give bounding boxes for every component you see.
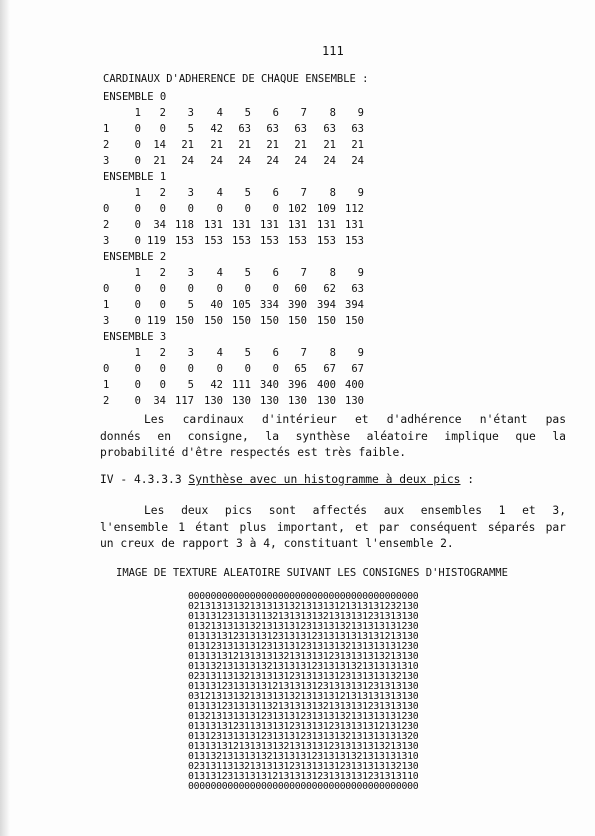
header-cell: 4 xyxy=(216,187,223,199)
table-cell: 21 xyxy=(351,139,364,151)
table-cell: 111 xyxy=(232,379,251,391)
table-cell: 0 xyxy=(134,299,141,311)
header-cell: 5 xyxy=(244,267,251,279)
texture-line: 01313123131311321313131321313131231313130 xyxy=(188,611,419,622)
table-cell: 130 xyxy=(232,395,251,407)
table-cell: 63 xyxy=(323,123,336,135)
table-cell: 0 xyxy=(216,203,223,215)
header-cell: 6 xyxy=(272,107,279,119)
set-label: ENSEMBLE 1 xyxy=(103,171,167,183)
table-cell: 400 xyxy=(317,379,336,391)
table-cell: 0 xyxy=(216,283,223,295)
texture-line: 00000000000000000000000000000000000000000 xyxy=(188,591,419,602)
table-cell: 131 xyxy=(260,219,279,231)
table-cell: 14 xyxy=(153,139,166,151)
set-label: ENSEMBLE 2 xyxy=(103,251,167,263)
texture-line: 02313113132131313123131313123131313132130 xyxy=(188,761,419,772)
table-cell: 24 xyxy=(266,155,279,167)
table-cell: 0 xyxy=(244,283,251,295)
table-cell: 102 xyxy=(288,203,307,215)
table-cell: 131 xyxy=(204,219,223,231)
table-cell: 5 xyxy=(187,379,194,391)
table-cell: 0 xyxy=(134,155,141,167)
table-cell: 396 xyxy=(288,379,307,391)
paragraph-line: Les cardinaux d'intérieur et d'adhérence n'étant pas xyxy=(144,413,566,426)
header-cell: 3 xyxy=(187,187,194,199)
table-cell: 67 xyxy=(351,363,364,375)
subsection-title: Synthèse avec un histogramme à deux pics xyxy=(188,473,461,486)
texture-line: 01313123131313121313131231313131231313110 xyxy=(188,771,419,782)
header-cell: 5 xyxy=(244,187,251,199)
table-cell: 0 xyxy=(244,363,251,375)
table-cell: 0 xyxy=(134,395,141,407)
header-cell: 5 xyxy=(244,347,251,359)
page-number: 111 xyxy=(322,44,344,58)
header-cell: 3 xyxy=(187,107,194,119)
table-cell: 0 xyxy=(159,299,166,311)
table-cell: 5 xyxy=(187,123,194,135)
row-label: 2 xyxy=(103,219,110,231)
table-cell: 0 xyxy=(272,203,279,215)
table-row xyxy=(103,121,364,137)
set-header-row xyxy=(103,265,364,281)
texture-line: 00000000000000000000000000000000000000000 xyxy=(188,781,419,792)
table-cell: 131 xyxy=(288,219,307,231)
header-cell: 2 xyxy=(159,347,166,359)
table-row xyxy=(103,233,364,249)
table-cell: 0 xyxy=(159,123,166,135)
table-cell: 0 xyxy=(134,203,141,215)
table-cell: 130 xyxy=(317,395,336,407)
subsection-suffix: : xyxy=(460,473,475,486)
table-cell: 112 xyxy=(345,203,364,215)
table-cell: 0 xyxy=(187,203,194,215)
table-row xyxy=(103,393,364,409)
paragraph-line: un creux de rapport 3 à 4, constituant l'ensemble 2. xyxy=(100,537,454,550)
row-label: 0 xyxy=(103,203,110,215)
row-label: 3 xyxy=(103,155,110,167)
table-row xyxy=(103,137,364,153)
table-cell: 34 xyxy=(153,395,166,407)
table-cell: 24 xyxy=(294,155,307,167)
header-cell: 7 xyxy=(300,187,307,199)
texture-line: 01312313131312313131231313132131313131230 xyxy=(188,641,419,652)
table-cell: 153 xyxy=(175,235,194,247)
table-cell: 150 xyxy=(175,315,194,327)
texture-line: 01313213131313213131312313131321313131310 xyxy=(188,661,419,672)
table-row xyxy=(103,281,364,297)
table-cell: 119 xyxy=(147,235,166,247)
subsection-heading xyxy=(100,473,474,486)
header-cell: 8 xyxy=(329,347,336,359)
table-cell: 118 xyxy=(175,219,194,231)
table-cell: 40 xyxy=(210,299,223,311)
table-cell: 63 xyxy=(266,123,279,135)
table-cell: 153 xyxy=(204,235,223,247)
table-cell: 0 xyxy=(187,363,194,375)
table-cell: 390 xyxy=(288,299,307,311)
texture-line: 01313131213131313213131312313131313213130 xyxy=(188,651,419,662)
table-cell: 0 xyxy=(272,363,279,375)
table-cell: 24 xyxy=(323,155,336,167)
header-cell: 6 xyxy=(272,347,279,359)
table-cell: 21 xyxy=(153,155,166,167)
table-cell: 340 xyxy=(260,379,279,391)
table-cell: 150 xyxy=(204,315,223,327)
header-cell: 8 xyxy=(329,267,336,279)
table-cell: 62 xyxy=(323,283,336,295)
texture-line: 03121313132131313132131313121313131313130 xyxy=(188,691,419,702)
table-cell: 394 xyxy=(345,299,364,311)
table-cell: 150 xyxy=(232,315,251,327)
set-label: ENSEMBLE 3 xyxy=(103,331,167,343)
texture-line: 01313213131313213131312313131321313131310 xyxy=(188,751,419,762)
adherence-tables xyxy=(103,89,364,409)
table-cell: 130 xyxy=(345,395,364,407)
row-label: 3 xyxy=(103,315,110,327)
texture-line: 01313131231131313123131312313131312131230 xyxy=(188,721,419,732)
texture-line: 02313113132131313123131313123131313132130 xyxy=(188,671,419,682)
set-label: ENSEMBLE 0 xyxy=(103,91,167,103)
table-cell: 0 xyxy=(134,363,141,375)
table-cell: 0 xyxy=(134,379,141,391)
table-cell: 0 xyxy=(244,203,251,215)
table-cell: 24 xyxy=(238,155,251,167)
table-cell: 0 xyxy=(272,283,279,295)
table-cell: 5 xyxy=(187,299,194,311)
header-cell: 6 xyxy=(272,267,279,279)
row-label: 1 xyxy=(103,123,110,135)
paragraph-line: donnés en consigne, la synthèse aléatoire implique que la xyxy=(100,429,566,443)
row-label: 2 xyxy=(103,139,110,151)
row-label: 3 xyxy=(103,235,110,247)
header-cell: 1 xyxy=(134,267,141,279)
header-cell: 7 xyxy=(300,347,307,359)
row-label: 2 xyxy=(103,395,110,407)
table-cell: 0 xyxy=(216,363,223,375)
header-cell: 5 xyxy=(244,107,251,119)
texture-image-title: IMAGE DE TEXTURE ALEATOIRE SUIVANT LES CONSIGNES D'HISTOGRAMME xyxy=(116,567,508,579)
table-cell: 117 xyxy=(175,395,194,407)
header-cell: 6 xyxy=(272,187,279,199)
paragraph-line: l'ensemble 1 étant plus important, et par conséquent séparés par xyxy=(100,520,566,534)
set-block xyxy=(103,169,364,249)
table-cell: 63 xyxy=(351,283,364,295)
row-label: 1 xyxy=(103,299,110,311)
header-cell: 9 xyxy=(357,347,364,359)
set-block xyxy=(103,89,364,169)
table-cell: 42 xyxy=(210,379,223,391)
table-cell: 119 xyxy=(147,315,166,327)
header-cell: 4 xyxy=(216,347,223,359)
header-cell: 2 xyxy=(159,187,166,199)
set-block xyxy=(103,329,364,409)
table-cell: 60 xyxy=(294,283,307,295)
header-cell: 2 xyxy=(159,107,166,119)
table-cell: 0 xyxy=(134,315,141,327)
paragraph-line: Les deux pics sont affectés aux ensembles 1 et 3, xyxy=(144,504,566,517)
table-cell: 130 xyxy=(204,395,223,407)
texture-line: 01313123131311321313131321313131231313130 xyxy=(188,701,419,712)
table-cell: 0 xyxy=(159,283,166,295)
table-cell: 0 xyxy=(159,203,166,215)
table-cell: 0 xyxy=(134,283,141,295)
header-cell: 7 xyxy=(300,107,307,119)
table-cell: 153 xyxy=(260,235,279,247)
table-cell: 394 xyxy=(317,299,336,311)
table-cell: 131 xyxy=(345,219,364,231)
table-cell: 63 xyxy=(351,123,364,135)
texture-line: 01313123131313121313131231313131231313130 xyxy=(188,681,419,692)
header-cell: 8 xyxy=(329,107,336,119)
paragraph-line: probabilité d'être respectés est très faible. xyxy=(100,446,407,459)
table-cell: 24 xyxy=(351,155,364,167)
texture-line: 02131313132131313132131313121313131232130 xyxy=(188,601,419,612)
table-cell: 400 xyxy=(345,379,364,391)
table-cell: 105 xyxy=(232,299,251,311)
table-cell: 0 xyxy=(159,363,166,375)
table-cell: 21 xyxy=(238,139,251,151)
table-cell: 67 xyxy=(323,363,336,375)
table-cell: 131 xyxy=(317,219,336,231)
texture-line: 01312313131312313131231313132131313131320 xyxy=(188,731,419,742)
table-cell: 153 xyxy=(317,235,336,247)
header-cell: 1 xyxy=(134,347,141,359)
header-cell: 3 xyxy=(187,267,194,279)
table-cell: 21 xyxy=(294,139,307,151)
table-cell: 24 xyxy=(210,155,223,167)
header-cell: 3 xyxy=(187,347,194,359)
header-cell: 9 xyxy=(357,187,364,199)
table-cell: 150 xyxy=(317,315,336,327)
header-cell: 4 xyxy=(216,267,223,279)
table-cell: 65 xyxy=(294,363,307,375)
header-cell: 9 xyxy=(357,267,364,279)
table-cell: 131 xyxy=(232,219,251,231)
row-label: 1 xyxy=(103,379,110,391)
table-cell: 150 xyxy=(345,315,364,327)
table-cell: 34 xyxy=(153,219,166,231)
table-cell: 334 xyxy=(260,299,279,311)
section-title: CARDINAUX D'ADHERENCE DE CHAQUE ENSEMBLE : xyxy=(103,73,369,85)
table-row xyxy=(103,361,364,377)
header-cell: 4 xyxy=(216,107,223,119)
texture-line: 01321313131312313131231313132131313131230 xyxy=(188,711,419,722)
texture-line: 01321313131321313131231313132131313131230 xyxy=(188,621,419,632)
header-cell: 8 xyxy=(329,187,336,199)
header-cell: 7 xyxy=(300,267,307,279)
set-block xyxy=(103,249,364,329)
table-cell: 109 xyxy=(317,203,336,215)
table-cell: 21 xyxy=(323,139,336,151)
table-cell: 0 xyxy=(134,219,141,231)
table-cell: 153 xyxy=(288,235,307,247)
row-label: 0 xyxy=(103,363,110,375)
table-row xyxy=(103,153,364,169)
header-cell: 1 xyxy=(134,107,141,119)
subsection-number: IV - 4.3.3.3 xyxy=(100,473,189,486)
table-row xyxy=(103,201,364,217)
paragraph-two-peaks xyxy=(100,503,566,553)
table-cell: 0 xyxy=(134,123,141,135)
table-cell: 21 xyxy=(181,139,194,151)
table-cell: 0 xyxy=(187,283,194,295)
table-cell: 42 xyxy=(210,123,223,135)
table-cell: 0 xyxy=(159,379,166,391)
table-cell: 0 xyxy=(134,235,141,247)
table-cell: 21 xyxy=(210,139,223,151)
table-cell: 63 xyxy=(238,123,251,135)
texture-image xyxy=(188,592,418,792)
header-cell: 2 xyxy=(159,267,166,279)
table-cell: 130 xyxy=(288,395,307,407)
table-cell: 153 xyxy=(345,235,364,247)
table-row xyxy=(103,217,364,233)
table-row xyxy=(103,377,364,393)
table-cell: 130 xyxy=(260,395,279,407)
paragraph-cardinaux xyxy=(100,412,566,462)
page-binding-shadow xyxy=(0,0,10,836)
set-header-row xyxy=(103,105,364,121)
header-cell: 9 xyxy=(357,107,364,119)
table-cell: 24 xyxy=(181,155,194,167)
table-cell: 150 xyxy=(288,315,307,327)
header-cell: 1 xyxy=(134,187,141,199)
table-row xyxy=(103,297,364,313)
table-row xyxy=(103,313,364,329)
table-cell: 153 xyxy=(232,235,251,247)
texture-line: 01313131213131313213131312313131313213130 xyxy=(188,741,419,752)
row-label: 0 xyxy=(103,283,110,295)
table-cell: 63 xyxy=(294,123,307,135)
texture-line: 01313131231313123131312313131313131213130 xyxy=(188,631,419,642)
set-header-row xyxy=(103,345,364,361)
table-cell: 0 xyxy=(134,139,141,151)
table-cell: 150 xyxy=(260,315,279,327)
table-cell: 21 xyxy=(266,139,279,151)
set-header-row xyxy=(103,185,364,201)
